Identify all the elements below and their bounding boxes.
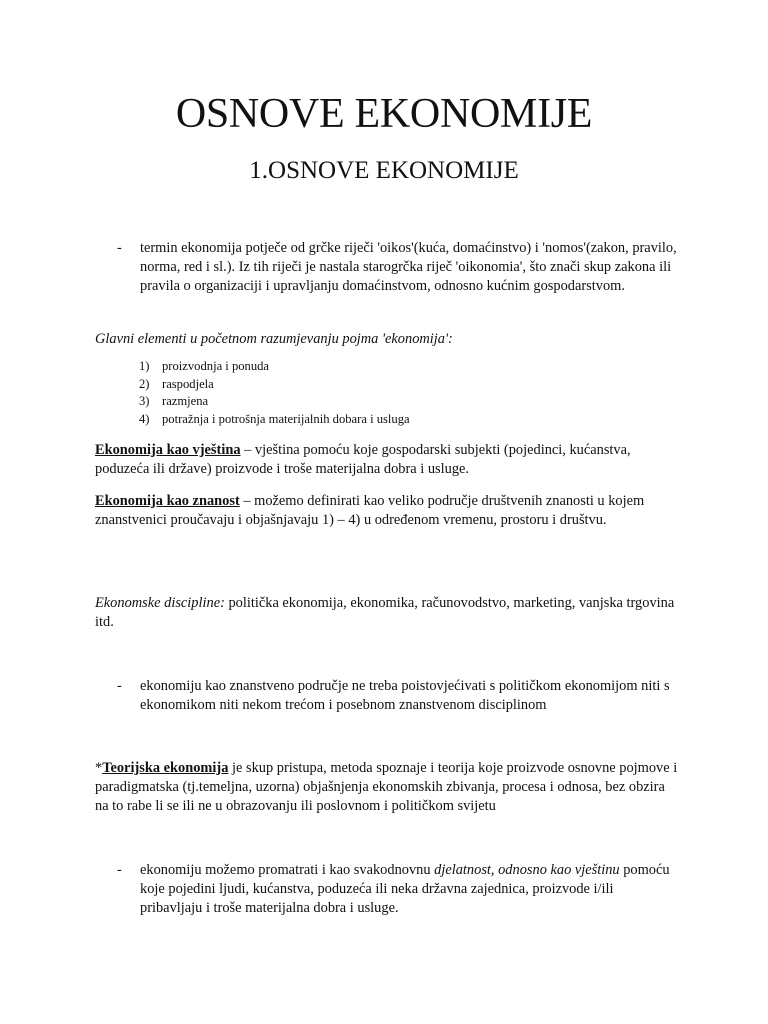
theory-text: je skup pristupa, metoda spoznaje i teorija koje proizvode osnovne pojmove i paradigmatska (tj.temeljna, uzorna) objašnjenja ekonomskih zbivanja, procesa i odnosa, bez obzira na to rabe li se ili ne u obrazovanju ili poslovnom i političkom svijetu [95,760,678,814]
bullet-two [117,677,677,715]
list-item [139,376,559,394]
elements-heading [95,330,680,349]
skill-paragraph [95,441,680,479]
list-item-text: potražnja i potrošnja materijalnih dobara i usluga [162,411,410,426]
skill-term: Ekonomija kao vještina [95,442,241,458]
list-number: 3) [139,394,150,408]
list-item-text: proizvodnja i ponuda [162,359,270,373]
bullet-three [117,861,677,918]
bullet-two-text: ekonomiju kao znanstveno područje ne treba poistovjećivati s političkom ekonomijom niti s ekonomikom niti nekom trećom i posebnom znanstvenom disciplinom [140,678,670,713]
science-paragraph [95,492,680,530]
list-number: 1) [139,359,150,373]
document-title: OSNOVE EKONOMIJE [175,91,593,137]
dash-marker: - [117,240,122,256]
bullet-three-text [140,861,677,918]
intro-bullet [117,239,677,296]
bullet-three-part2: pomoću koje pojedini ljudi, kućanstva, poduzeća ili neka državna zajednica, proizvode i/ili pribavljaju i troše materijalna dobra i usluge. [140,862,670,916]
disciplines-label: Ekonomske discipline: [95,595,225,611]
bullet-three-italic: djelatnost, odnosno kao vještinu [434,862,620,878]
intro-bullet-text: termin ekonomija potječe od grčke riječi 'oikos'(kuća, domaćinstvo) i 'nomos'(zakon, pravilo, norma, red i sl.). Iz tih riječi je nastala starogrčka riječ 'oikonomia', što znači skup zakona ili pravila o organizaciji i upravljanju domaćinstvom, odnosno kućnim gospodarstvom. [140,240,677,294]
dash-marker: - [117,862,122,878]
theory-term: Teorijska ekonomija [102,760,229,776]
list-number: 4) [139,411,150,426]
section-heading: 1.OSNOVE EKONOMIJE [249,157,519,184]
skill-text: – vještina pomoću koje gospodarski subjekti (pojedinci, kućanstva, poduzeća ili države) proizvode i troše materijalna dobra i usluge. [95,442,631,477]
theory-paragraph [95,759,680,816]
science-text: – možemo definirati kao veliko područje društvenih znanosti u kojem znanstvenici proučavaju i objašnjavaju 1) – 4) u određenom vremenu, prostoru i društvu. [95,493,645,528]
disciplines-text: politička ekonomija, ekonomika, računovodstvo, marketing, vanjska trgovina itd. [95,595,675,630]
dash-marker: - [117,678,122,694]
science-term: Ekonomija kao znanost [95,493,240,509]
theory-prefix: * [95,760,103,776]
elements-list [139,358,559,428]
list-item [139,358,559,376]
list-item-text: raspodjela [162,376,214,391]
elements-heading-text: Glavni elementi u početnom razumjevanju pojma 'ekonomija': [95,331,453,347]
bullet-three-part1: ekonomiju možemo promatrati i kao svakodnovnu [140,862,435,878]
list-item [139,411,559,429]
list-item-text: razmjena [162,394,209,408]
list-item [139,393,559,411]
disciplines-paragraph [95,594,680,632]
list-number: 2) [139,376,150,391]
